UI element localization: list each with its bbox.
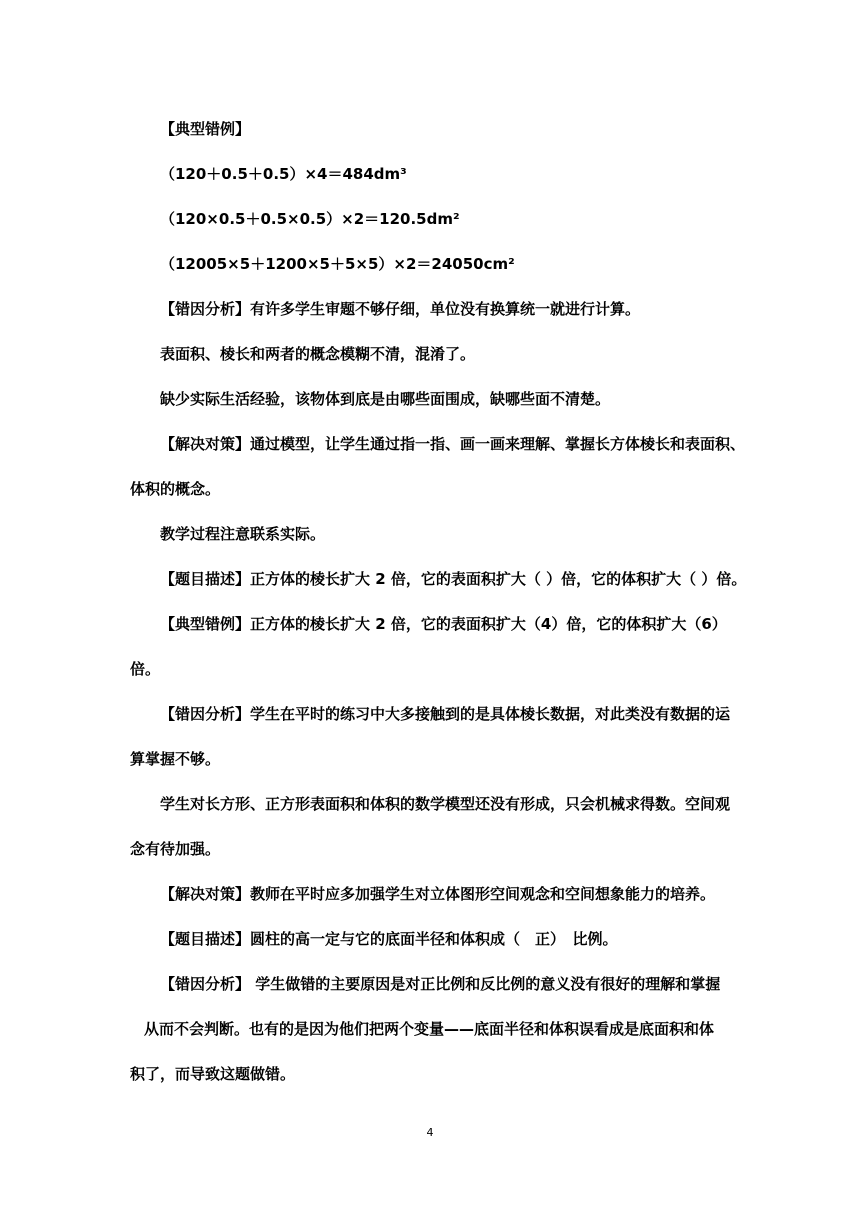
page-number: 4 xyxy=(426,1126,434,1139)
heading-typical-error-1: 【典型错例】 xyxy=(160,120,251,138)
solution-strategy-2: 【解决对策】教师在平时应多加强学生对立体图形空间观念和空间想象能力的培养。 xyxy=(160,885,716,903)
typical-error-2: 【典型错例】正方体的棱长扩大 2 倍，它的表面积扩大（4）倍，它的体积扩大（6） xyxy=(160,615,727,633)
error-analysis-3: 【错因分析】 学生做错的主要原因是对正比例和反比例的意义没有很好的理解和掌握 xyxy=(160,975,721,993)
paragraph-line: 倍。 xyxy=(130,660,161,678)
paragraph-line: 从而不会判断。也有的是因为他们把两个变量——底面半径和体积误看成是底面积和体 xyxy=(144,1020,715,1038)
formula-line-2: （120×0.5＋0.5×0.5）×2＝120.5dm² xyxy=(160,210,460,228)
paragraph-line: 教学过程注意联系实际。 xyxy=(160,525,326,543)
paragraph-line: 念有待加强。 xyxy=(130,840,221,858)
solution-strategy-1: 【解决对策】通过模型，让学生通过指一指、画一画来理解、掌握长方体棱长和表面积、 xyxy=(160,435,746,453)
formula-line-3: （12005×5＋1200×5＋5×5）×2＝24050cm² xyxy=(160,255,515,273)
paragraph-line: 体积的概念。 xyxy=(130,480,221,498)
problem-description-1: 【题目描述】正方体的棱长扩大 2 倍，它的表面积扩大（ ）倍，它的体积扩大（ ）倍。 xyxy=(160,570,747,588)
paragraph-line: 表面积、棱长和两者的概念模糊不清，混淆了。 xyxy=(160,345,476,363)
error-analysis-2: 【错因分析】学生在平时的练习中大多接触到的是具体棱长数据，对此类没有数据的运 xyxy=(160,705,731,723)
problem-description-2: 【题目描述】圆柱的高一定与它的底面半径和体积成（ 正） 比例。 xyxy=(160,930,618,948)
formula-line-1: （120＋0.5＋0.5）×4＝484dm³ xyxy=(160,165,407,183)
paragraph-line: 算掌握不够。 xyxy=(130,750,221,768)
paragraph-line: 缺少实际生活经验，该物体到底是由哪些面围成，缺哪些面不清楚。 xyxy=(160,390,611,408)
error-analysis-1: 【错因分析】有许多学生审题不够仔细，单位没有换算统一就进行计算。 xyxy=(160,300,641,318)
paragraph-line: 学生对长方形、正方形表面积和体积的数学模型还没有形成，只会机械求得数。空间观 xyxy=(160,795,731,813)
paragraph-line: 积了，而导致这题做错。 xyxy=(130,1065,296,1083)
